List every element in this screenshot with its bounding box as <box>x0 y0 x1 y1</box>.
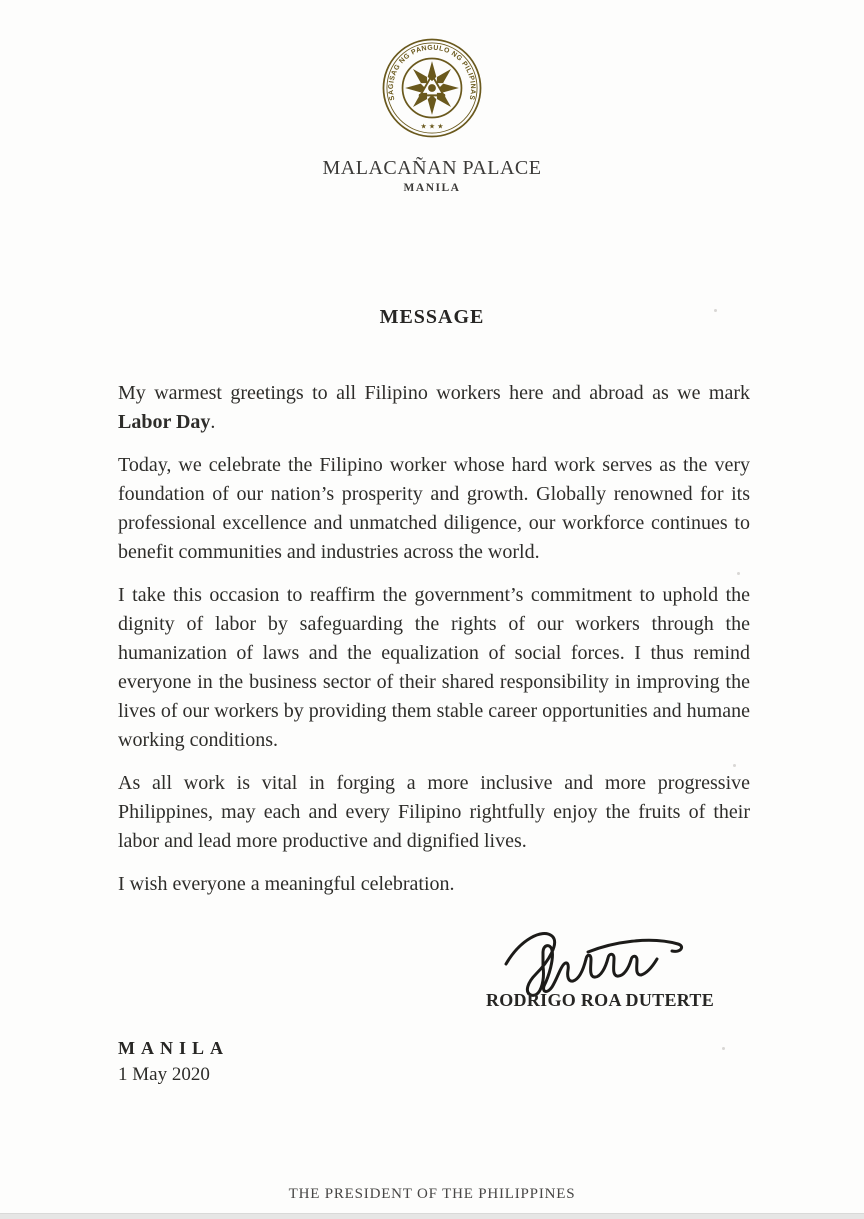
scan-speck <box>714 309 717 312</box>
scan-speck <box>733 764 736 767</box>
presidential-seal-icon <box>380 36 484 140</box>
paragraph-1-post: . <box>210 411 216 433</box>
dateline-city: MANILA <box>118 1038 229 1058</box>
paragraph-1-bold: Labor Day <box>118 411 211 433</box>
seal-sunburst-icon <box>405 61 459 115</box>
signer-name: RODRIGO ROA DUTERTE <box>485 990 715 1010</box>
dateline-date: 1 May 2020 <box>118 1064 210 1085</box>
letterhead-palace: MALACAÑAN PALACE <box>322 157 542 179</box>
presidential-seal <box>380 36 484 140</box>
signature-icon <box>498 924 693 998</box>
scan-speck <box>722 1047 725 1050</box>
paragraph-5: I wish everyone a meaningful celebration. <box>118 873 455 895</box>
scan-bottom-edge <box>0 1213 864 1219</box>
seal-ring-text: SAGISAG NG PANGULO NG PILIPINAS <box>387 44 477 101</box>
paragraph-4: As all work is vital in forging a more inclusive and more progressive Philippines, may each and every Filipino rightfully enjoy the fruits of their labor and lead more productive and dignified lives. <box>118 772 750 852</box>
paragraph-1-pre: My warmest greetings to all Filipino workers here and abroad as we mark <box>118 382 750 404</box>
footer-text: THE PRESIDENT OF THE PHILIPPINES <box>288 1186 576 1202</box>
paragraph-2: Today, we celebrate the Filipino worker whose hard work serves as the very foundation of our nation’s prosperity and growth. Globally renowned for its professional excellence and unmatched diligence, our workforce continues to benefit communities and industries across the world. <box>118 454 750 563</box>
scan-speck <box>737 572 740 575</box>
message-title: MESSAGE <box>379 306 485 328</box>
letterhead-city: MANILA <box>403 182 461 194</box>
seal-stars-icon: ★ ★ ★ <box>420 122 444 131</box>
paragraph-1 <box>118 379 750 437</box>
signature-scribble <box>498 924 693 998</box>
message-body <box>118 379 750 913</box>
paragraph-3: I take this occasion to reaffirm the government’s commitment to uphold the dignity of labor by safeguarding the rights of our workers through the humanization of laws and the equalization of social forces. I thus remind everyone in the business sector of their shared responsibility in improving the lives of our workers by providing them stable career opportunities and humane working conditions. <box>118 584 750 751</box>
